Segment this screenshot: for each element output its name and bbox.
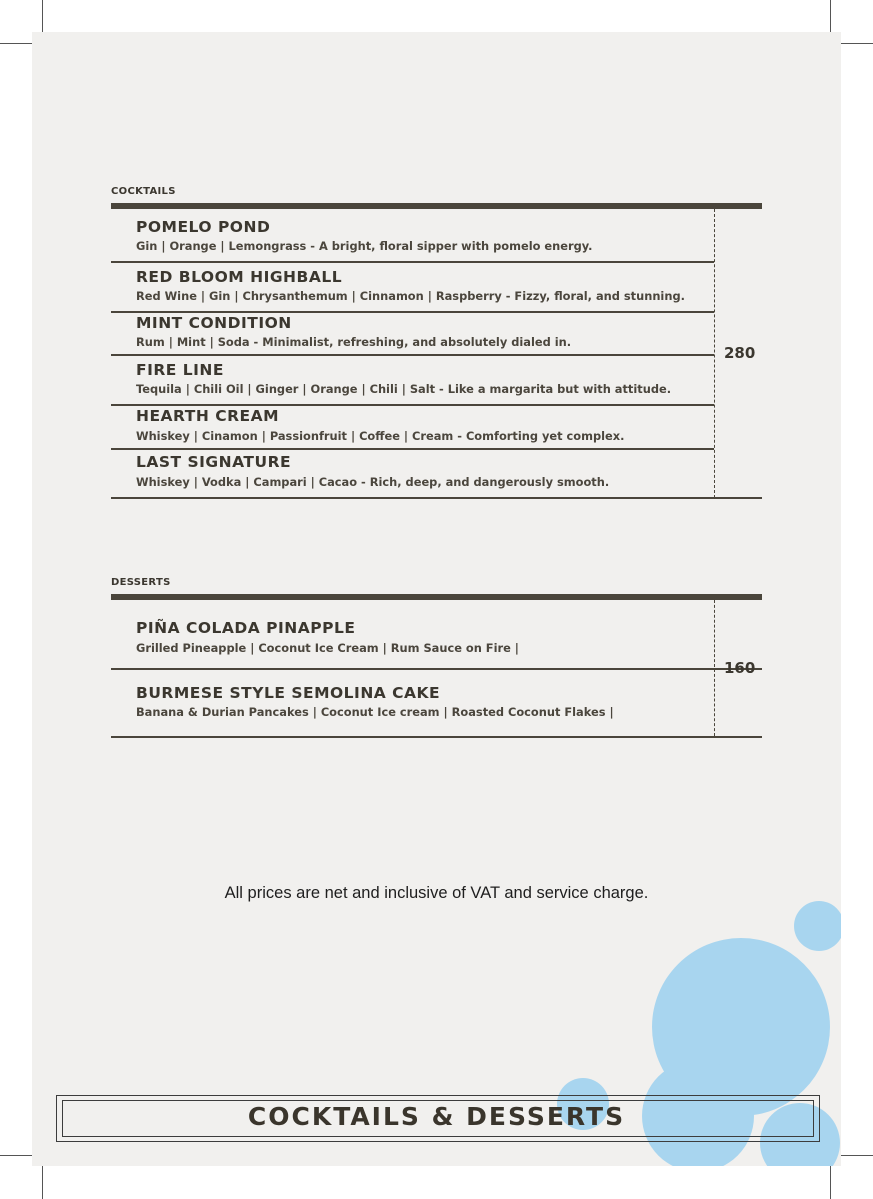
banner-title: COCKTAILS & DESSERTS: [247, 1102, 626, 1131]
desserts-section-label: DESSERTS: [111, 577, 171, 588]
item-divider: [111, 404, 714, 406]
crop-mark: [0, 43, 32, 44]
desserts-bottom-rule: [111, 736, 762, 738]
crop-mark: [830, 0, 831, 32]
crop-mark: [841, 43, 873, 44]
crop-mark: [830, 1166, 831, 1199]
desserts-price: 160: [724, 659, 756, 677]
cocktail-description: Whiskey | Cinamon | Passionfruit | Coffee | Cream - Comforting yet complex.: [136, 429, 625, 443]
crop-mark: [42, 1166, 43, 1199]
item-divider: [111, 448, 714, 450]
cocktail-name: FIRE LINE: [136, 361, 224, 379]
cocktail-description: Rum | Mint | Soda - Minimalist, refreshing, and absolutely dialed in.: [136, 335, 572, 349]
cocktails-bottom-rule: [111, 497, 762, 499]
crop-mark: [42, 0, 43, 32]
desserts-top-rule: [111, 594, 762, 600]
cocktail-name: HEARTH CREAM: [136, 407, 280, 425]
cocktail-description: Tequila | Chili Oil | Ginger | Orange | Chili | Salt - Like a margarita but with attitude.: [136, 382, 672, 396]
cocktail-name: MINT CONDITION: [136, 314, 292, 332]
cocktails-price: 280: [724, 344, 756, 362]
cocktail-description: Gin | Orange | Lemongrass - A bright, floral sipper with pomelo energy.: [136, 239, 593, 253]
item-divider: [111, 311, 714, 313]
cocktail-name: LAST SIGNATURE: [136, 453, 292, 471]
cocktails-price-divider: [714, 209, 715, 498]
cocktail-description: Red Wine | Gin | Chrysanthemum | Cinnamon | Raspberry - Fizzy, floral, and stunning.: [136, 289, 685, 303]
cocktail-description: Whiskey | Vodka | Campari | Cacao - Rich, deep, and dangerously smooth.: [136, 475, 610, 489]
dessert-description: Banana & Durian Pancakes | Coconut Ice cream | Roasted Coconut Flakes |: [136, 705, 614, 719]
cocktail-name: POMELO POND: [136, 218, 271, 236]
cocktails-top-rule: [111, 203, 762, 209]
crop-mark: [0, 1155, 32, 1156]
price-note: All prices are net and inclusive of VAT and service charge.: [224, 884, 649, 902]
dessert-description: Grilled Pineapple | Coconut Ice Cream | Rum Sauce on Fire |: [136, 641, 519, 655]
decorative-bubble: [794, 901, 841, 951]
dessert-name: PIÑA COLADA PINAPPLE: [136, 619, 356, 637]
item-divider: [111, 354, 714, 356]
menu-page: [32, 32, 841, 1166]
crop-mark: [841, 1155, 873, 1156]
item-divider: [111, 668, 762, 670]
cocktails-section-label: COCKTAILS: [111, 186, 176, 197]
item-divider: [111, 261, 714, 263]
cocktail-name: RED BLOOM HIGHBALL: [136, 268, 343, 286]
dessert-name: BURMESE STYLE SEMOLINA CAKE: [136, 684, 441, 702]
